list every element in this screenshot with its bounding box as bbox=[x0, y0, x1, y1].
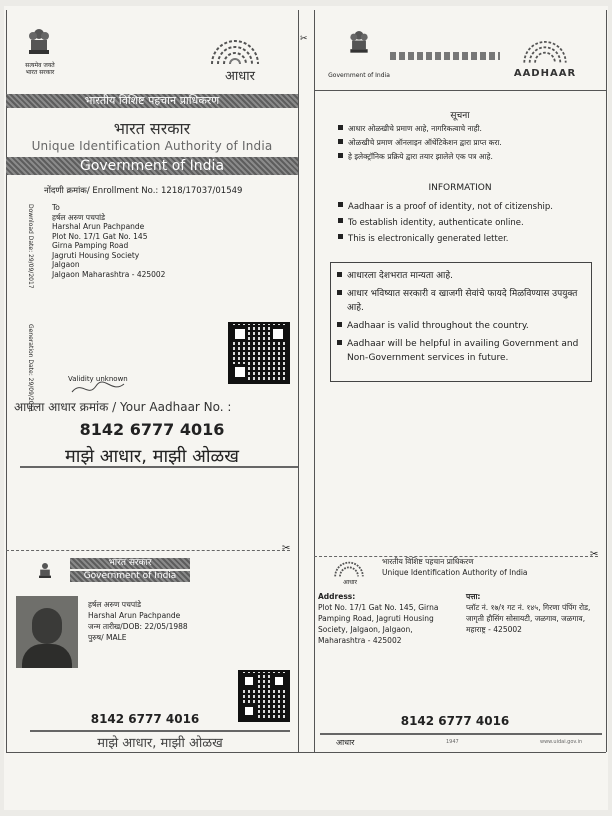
scissors-icon: ✂ bbox=[282, 543, 291, 554]
faded-header-text bbox=[390, 52, 500, 60]
footer-helpline: 1947 bbox=[446, 739, 459, 745]
profile-photo bbox=[16, 596, 78, 668]
aadhaar-number: 8142 6777 4016 bbox=[79, 420, 225, 439]
national-emblem-icon bbox=[36, 560, 54, 584]
card-gov-hindi: भारत सरकार bbox=[70, 558, 190, 569]
holder-name-en: Harshal Arun Pachpande bbox=[88, 611, 181, 620]
address-line: Jagruti Housing Society bbox=[52, 250, 140, 260]
aadhaar-logo-text: आधार bbox=[225, 69, 255, 84]
national-emblem-icon bbox=[24, 26, 54, 62]
banner-authority-hindi: भारतीय विशिष्ट पहचान प्राधिकरण bbox=[6, 94, 298, 108]
authority-en: Unique Identification Authority of India bbox=[382, 568, 528, 577]
generation-date: Generation Date: 29/09/2011 bbox=[27, 324, 34, 413]
list-item: आधारला देशभरात मान्यता आहे. bbox=[337, 269, 587, 283]
aadhaar-logo-text-en: AADHAAR bbox=[513, 68, 577, 79]
aadhaar-number-label: आपला आधार क्रमांक / Your Aadhaar No. : bbox=[14, 400, 232, 414]
tagline-rule bbox=[20, 466, 298, 468]
frame-bottom bbox=[6, 752, 606, 753]
info-box-list bbox=[337, 269, 587, 365]
footer-aadhaar: आधार bbox=[336, 738, 355, 747]
card-address-mr-block bbox=[466, 591, 600, 635]
card-address-en-block bbox=[318, 591, 458, 646]
address-line: Plot No. 17/1 Gat No. 145 bbox=[52, 231, 148, 241]
frame-right bbox=[606, 10, 607, 752]
frame-divider-left bbox=[298, 10, 299, 752]
qr-code-card bbox=[238, 670, 290, 722]
validity-text: Validity unknown bbox=[68, 375, 128, 383]
enrolment-label: नोंदणी क्रमांक/ Enrollment No.: bbox=[44, 186, 159, 196]
scissors-icon: ✂ bbox=[590, 549, 599, 560]
card-holder-details bbox=[88, 599, 188, 643]
card-back-authority bbox=[382, 556, 582, 578]
info-title: INFORMATION bbox=[428, 183, 492, 193]
card-aadhaar-number: 8142 6777 4016 bbox=[90, 712, 200, 726]
list-item: Aadhaar is a proof of identity, not of citizenship. bbox=[338, 199, 600, 215]
signature-icon bbox=[68, 380, 128, 398]
address-line: Jalgaon bbox=[52, 260, 80, 269]
emblem-caption-en: Government of India bbox=[328, 72, 390, 79]
card-tagline: माझे आधार, माझी ओळख bbox=[97, 736, 223, 751]
aadhaar-logo-small-text: आधार bbox=[343, 579, 357, 586]
list-item: आधार ओळखीचे प्रमाण आहे, नागरिकत्वाचे नाही. bbox=[338, 122, 600, 136]
frame-divider-right bbox=[314, 10, 315, 752]
list-item: This is electronically generated letter. bbox=[338, 231, 600, 247]
holder-dob: जन्म तारीख/DOB: 22/05/1988 bbox=[88, 622, 188, 631]
right-header-rule bbox=[314, 90, 606, 91]
card-back-rule bbox=[320, 733, 602, 735]
card-back-aadhaar-number: 8142 6777 4016 bbox=[400, 714, 510, 728]
list-item: हे इलेक्ट्रॉनिक प्रक्रिये द्वारा तयार झालेले एक पत्र आहे. bbox=[338, 150, 600, 164]
emblem-caption: सत्यमेव जयते भारत सरकार bbox=[25, 62, 55, 76]
list-item: आधार भविष्यात सरकारी व खाजगी सेवांचे फायदे मिळविण्यास उपयुक्त आहे. bbox=[337, 287, 587, 315]
enrolment-number: 1218/17037/01549 bbox=[161, 186, 243, 196]
aadhaar-logo-icon bbox=[204, 30, 266, 70]
address-line: Girna Pamping Road bbox=[52, 241, 129, 250]
address-line: Jalgaon Maharashtra - 425002 bbox=[52, 269, 166, 279]
banner-gov-en: Government of India bbox=[6, 157, 298, 175]
holder-name-marathi: हर्षल अरुण पचपांडे bbox=[88, 600, 142, 609]
scissors-icon: ✂ bbox=[300, 34, 308, 44]
suchna-list bbox=[338, 122, 600, 164]
address-label: Address: bbox=[318, 592, 356, 601]
list-item: ओळखीचे प्रमाण ऑनलाइन ऑथेंटिकेशन द्वारा प्राप्त करा. bbox=[338, 136, 600, 150]
address-mr: प्लॉट नं. १७/१ गट नं. १४५, गिरणा पंपिंग रोड, जागृती हौसिंग सोसायटी, जळगाव, जळगाव, महाराष्ट्र - 425002 bbox=[466, 603, 591, 634]
holder-gender: पुरुष/ MALE bbox=[88, 633, 127, 642]
uidai-title-en: Unique Identification Authority of India bbox=[31, 139, 273, 153]
cut-line-left bbox=[6, 550, 290, 551]
footer-website: www.uidai.gov.in bbox=[540, 739, 583, 745]
aadhaar-logo-icon bbox=[330, 556, 368, 580]
info-list bbox=[338, 199, 600, 247]
to-label: To bbox=[52, 203, 60, 212]
recipient-address bbox=[52, 203, 252, 279]
download-date: Download Date: 29/09/2017 bbox=[27, 204, 34, 289]
authority-hindi: भारतीय विशिष्ट पहचान प्राधिकरण bbox=[382, 557, 474, 566]
info-box bbox=[330, 262, 592, 382]
address-line: Harshal Arun Pachpande bbox=[52, 222, 145, 231]
list-item: Aadhaar will be helpful in availing Government and Non-Government services in future. bbox=[337, 337, 587, 365]
card-front-rule bbox=[30, 730, 290, 732]
address-label-mr: पत्ता: bbox=[466, 592, 481, 601]
address-line: हर्षल अरुण पचपांडे bbox=[52, 212, 106, 222]
address-en: Plot No. 17/1 Gat No. 145, Girna Pamping Road, Jagruti Housing Society, Jalgaon, Jalgaon, Maharashtra - 425002 bbox=[318, 603, 439, 645]
aadhaar-logo-icon bbox=[514, 32, 576, 68]
list-item: Aadhaar is valid throughout the country. bbox=[337, 319, 587, 333]
tagline: माझे आधार, माझी ओळख bbox=[65, 446, 239, 467]
national-emblem-icon bbox=[346, 28, 372, 60]
suchna-title: सूचना bbox=[450, 111, 470, 121]
card-gov-en: Government of India bbox=[70, 571, 190, 582]
gov-title-marathi: भारत सरकार bbox=[113, 119, 191, 138]
qr-code-top bbox=[228, 322, 290, 384]
list-item: To establish identity, authenticate online. bbox=[338, 215, 600, 231]
enrolment-line bbox=[44, 185, 242, 196]
